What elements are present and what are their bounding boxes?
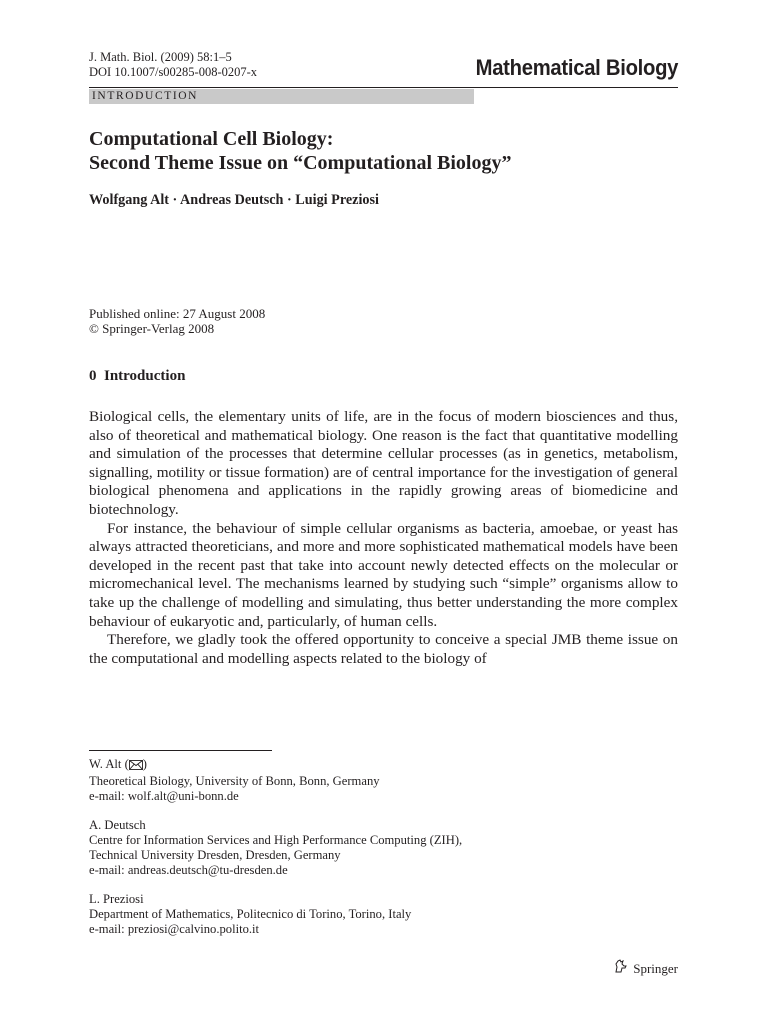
doi: DOI 10.1007/s00285-008-0207-x [89,65,258,79]
footnote-name: W. Alt ( [89,757,129,771]
publisher-name: Springer [633,960,678,976]
published-online: Published online: 27 August 2008 [89,306,266,321]
footnote-name: L. Preziosi [89,892,144,906]
title-line-1: Computational Cell Biology: [89,128,334,150]
footnote-rule [89,750,272,751]
footnote-affiliation: Theoretical Biology, University of Bonn, Bonn, Germany [89,774,380,788]
footnote-email: e-mail: preziosi@calvino.polito.it [89,922,260,936]
footnote-affiliation: Centre for Information Services and High Performance Computing (ZIH), [89,833,463,847]
section-title: Introduction [104,368,186,384]
journal-name: Mathematical Biology [475,55,678,80]
title-line-2: Second Theme Issue on “Computational Biology” [89,152,512,174]
footnote-affiliation: Technical University Dresden, Dresden, Germany [89,848,341,862]
journal-reference [89,50,257,80]
section-heading [89,367,678,385]
paragraph: Biological cells, the elementary units of life, are in the focus of modern biosciences and thus, also of theoretical and mathematical biology. One reason is the fact that quantitative modelling and simulation of the processes that determine cellular processes (as in genetics, metabolism, signalling, motility or tissue formation) are of central importance for the investigation of general biological phenomena and applications in the rapidly growing areas of biomedicine and biotechnology. [89,408,678,518]
footnote-email: e-mail: andreas.deutsch@tu-dresden.de [89,863,288,877]
header-rule [89,87,678,88]
envelope-icon [129,759,143,774]
copyright-notice: © Springer-Verlag 2008 [89,321,215,336]
publication-info [89,306,678,336]
footnote-preziosi [89,892,678,937]
footnote-deutsch [89,818,678,878]
body-text [89,408,678,668]
publisher-logo [613,958,678,979]
footnote-name: A. Deutsch [89,818,146,832]
footnote-email: e-mail: wolf.alt@uni-bonn.de [89,789,239,803]
journal-citation: J. Math. Biol. (2009) 58:1–5 [89,50,232,64]
paragraph: Therefore, we gladly took the offered opportunity to conceive a special JMB theme issue on the computational and modelling aspects related to the biology of [89,631,678,667]
section-number: 0 [89,368,97,384]
footnote-affiliation: Department of Mathematics, Politecnico di Torino, Torino, Italy [89,907,412,921]
author-footnotes [89,757,678,951]
footnote-name-close: ) [142,757,147,771]
section-label: INTRODUCTION [89,89,474,104]
footnote-alt [89,757,678,804]
springer-horse-icon [613,958,629,979]
author-list: Wolfgang Alt · Andreas Deutsch · Luigi Preziosi [89,192,379,208]
paragraph: For instance, the behaviour of simple cellular organisms as bacteria, amoebae, or yeast has always attracted theoreticians, and more and more sophisticated mathematical models have been developed in the recent past that take into account newly detected effects on the molecular or micromechanical level. The mechanisms learned by studying such “simple” organisms allow to take up the challenge of modelling and simulating, thus better understanding the more complex behaviour of eukaryotic and, particularly, of human cells. [89,519,678,630]
running-header [89,50,678,88]
article-page [89,50,678,668]
article-title [89,127,678,175]
